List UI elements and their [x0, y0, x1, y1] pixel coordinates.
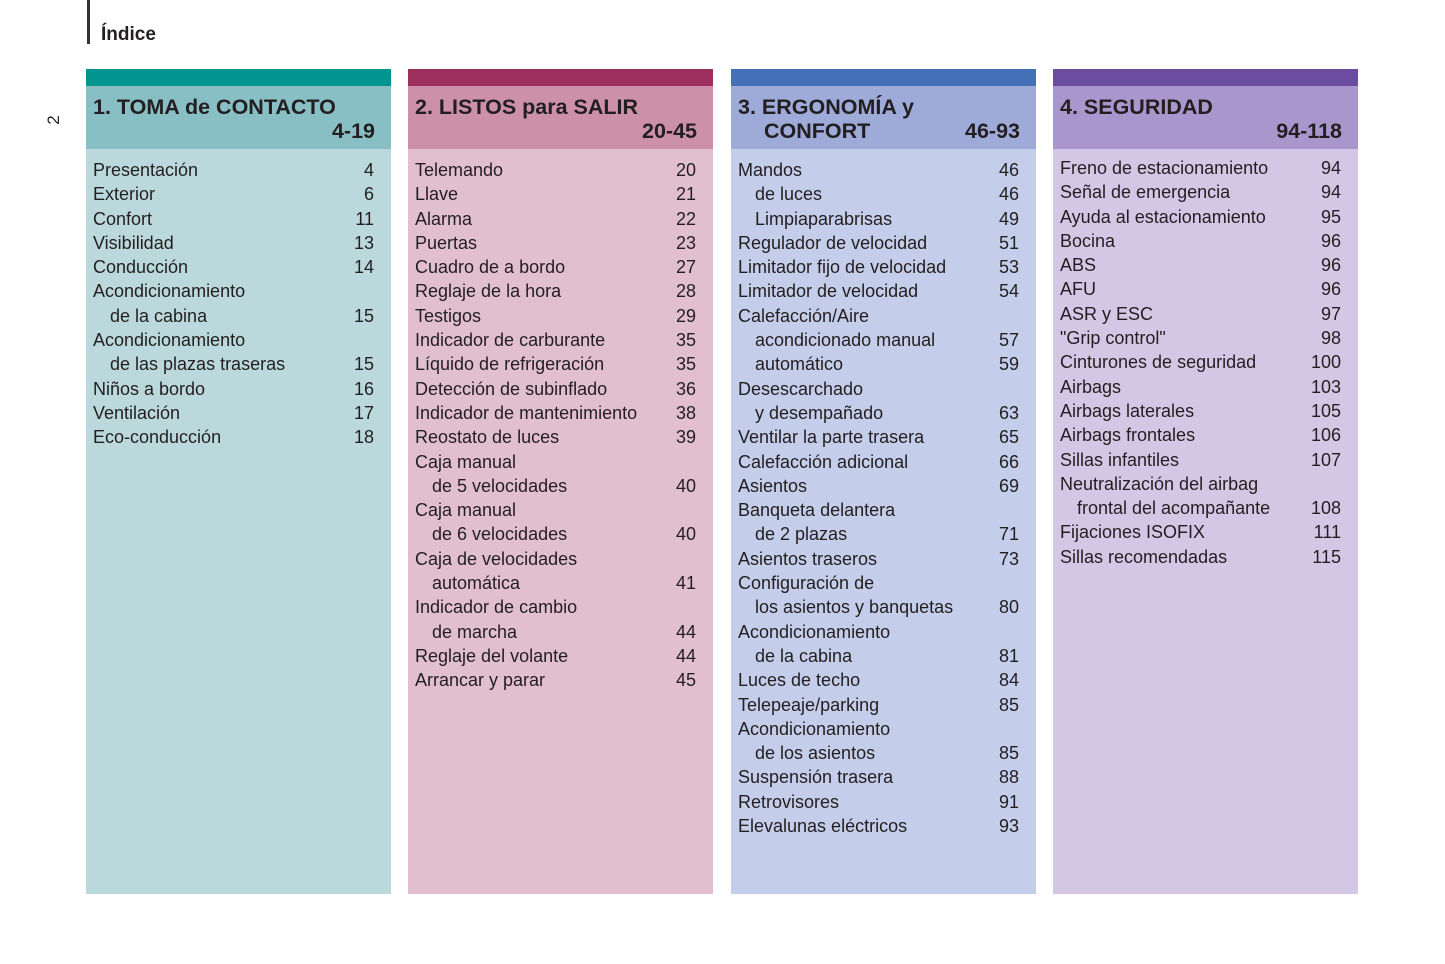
index-entry[interactable] — [1053, 302, 1358, 326]
index-entry-page: 95 — [1320, 206, 1341, 227]
index-entry[interactable] — [408, 255, 713, 279]
index-entry-label: Alarma — [415, 208, 473, 229]
index-entry[interactable] — [731, 474, 1036, 498]
section-entry-list — [731, 149, 1036, 838]
index-entry-page: 108 — [1310, 498, 1341, 519]
index-entry-label: Sillas recomendadas — [1060, 546, 1228, 567]
index-entry-label: de los asientos — [755, 743, 876, 764]
section-header — [1053, 86, 1358, 149]
index-entry-page: 103 — [1310, 376, 1341, 397]
index-entry-label: Telemando — [415, 160, 504, 180]
index-entry[interactable] — [1053, 423, 1358, 447]
index-entry-page: 93 — [998, 816, 1019, 837]
index-entry-label: Reostato de luces — [415, 427, 560, 448]
index-entry-label: "Grip control" — [1060, 328, 1166, 349]
index-entry-label: Exterior — [93, 184, 156, 205]
index-entry[interactable] — [408, 231, 713, 255]
index-entry-page: 44 — [675, 645, 696, 666]
index-entry[interactable] — [408, 620, 713, 644]
index-entry-label: Visibilidad — [93, 232, 174, 253]
section-title: 2. LISTOS para SALIR — [415, 95, 639, 119]
index-entry[interactable] — [408, 595, 713, 619]
section-header — [86, 86, 391, 149]
index-entry-label: Caja manual — [415, 500, 517, 521]
section-page-range: 20-45 — [642, 119, 697, 143]
section-title: 3. ERGONOMÍA y — [738, 95, 915, 119]
index-entry-page: 85 — [998, 694, 1019, 715]
index-entry-page: 22 — [675, 208, 696, 229]
index-entry-label: Testigos — [415, 305, 482, 326]
index-entry-label: Señal de emergencia — [1060, 182, 1231, 203]
index-entry[interactable] — [731, 547, 1036, 571]
index-entry-page: 115 — [1312, 546, 1341, 567]
index-entry-label: Acondicionamiento — [93, 281, 246, 302]
index-entry-label: Freno de estacionamiento — [1060, 158, 1269, 178]
index-entry[interactable] — [86, 401, 391, 425]
index-entry[interactable] — [86, 377, 391, 401]
index-entry-label: Reglaje de la hora — [415, 281, 562, 302]
index-entry[interactable] — [86, 158, 391, 182]
index-entry[interactable] — [408, 328, 713, 352]
index-entry[interactable] — [408, 571, 713, 595]
section-entry-list — [408, 149, 713, 693]
index-entry-page: 20 — [675, 160, 696, 180]
index-entry[interactable] — [1053, 496, 1358, 520]
index-entry-page: 40 — [675, 524, 696, 545]
index-entry-label: de luces — [755, 184, 823, 205]
index-entry-label: Llave — [415, 184, 459, 205]
index-entry[interactable] — [731, 571, 1036, 595]
index-entry[interactable] — [408, 207, 713, 231]
index-entry-page: 59 — [998, 354, 1019, 375]
index-entry-label: Reglaje del volante — [415, 645, 569, 666]
section-title: 4. SEGURIDAD — [1060, 95, 1213, 119]
index-entry-label: Presentación — [93, 160, 199, 180]
index-entry-label: Configuración de — [738, 573, 875, 594]
index-entry[interactable] — [86, 304, 391, 328]
index-entry[interactable] — [731, 450, 1036, 474]
index-entry[interactable] — [731, 158, 1036, 182]
index-entry[interactable] — [1053, 472, 1358, 496]
index-entry-label: Acondicionamiento — [738, 718, 891, 739]
index-entry-page: 94 — [1320, 158, 1341, 178]
index-entry-page: 35 — [675, 354, 696, 375]
index-entry[interactable] — [408, 547, 713, 571]
index-entry-label: y desempañado — [755, 402, 884, 423]
index-entry-page: 29 — [675, 305, 696, 326]
index-entry-label: ASR y ESC — [1060, 303, 1154, 324]
index-entry[interactable] — [86, 328, 391, 352]
index-entry-label: de 5 velocidades — [432, 475, 568, 496]
section-color-bar — [731, 69, 1036, 86]
index-entry-page: 18 — [353, 427, 374, 448]
index-entry-page: 27 — [675, 257, 696, 278]
index-entry-page: 81 — [998, 645, 1019, 666]
index-entry[interactable] — [408, 279, 713, 303]
index-entry[interactable] — [408, 522, 713, 546]
section-color-bar — [1053, 69, 1358, 86]
index-entry[interactable] — [731, 425, 1036, 449]
section-color-bar — [408, 69, 713, 86]
index-entry[interactable] — [1053, 277, 1358, 301]
section-page-range: 4-19 — [331, 119, 375, 143]
section-seguridad — [1053, 69, 1358, 894]
index-entry[interactable] — [408, 352, 713, 376]
index-entry[interactable] — [731, 182, 1036, 206]
index-entry[interactable] — [731, 401, 1036, 425]
index-entry[interactable] — [1053, 205, 1358, 229]
index-entry-label: de marcha — [432, 621, 518, 642]
index-entry-label: Puertas — [415, 232, 478, 253]
index-entry-label: Arrancar y parar — [415, 670, 546, 691]
index-entry-page: 105 — [1310, 400, 1341, 421]
index-entry-label: de la cabina — [110, 305, 208, 326]
index-entry-label: Acondicionamiento — [738, 621, 891, 642]
index-entry-label: Telepeaje/parking — [738, 694, 880, 715]
section-page-range: 94-118 — [1276, 119, 1342, 143]
header-rule — [87, 0, 90, 44]
index-entry-page: 88 — [998, 767, 1019, 788]
index-entry-label: Airbags laterales — [1060, 400, 1195, 421]
index-entry[interactable] — [408, 425, 713, 449]
index-entry[interactable] — [86, 231, 391, 255]
index-entry-label: los asientos y banquetas — [755, 597, 954, 618]
index-entry[interactable] — [408, 474, 713, 498]
index-entry-label: Cinturones de seguridad — [1060, 352, 1257, 373]
index-entry-label: Caja de velocidades — [415, 548, 578, 569]
index-entry[interactable] — [86, 352, 391, 376]
index-entry-page: 107 — [1310, 449, 1341, 470]
index-entry[interactable] — [731, 595, 1036, 619]
index-entry-page: 91 — [998, 791, 1019, 812]
index-entry[interactable] — [731, 644, 1036, 668]
section-title: 1. TOMA de CONTACTO — [93, 95, 336, 119]
section-header — [731, 86, 1036, 149]
index-entry-page: 53 — [998, 257, 1019, 278]
index-entry[interactable] — [731, 620, 1036, 644]
section-page-range: 46-93 — [965, 119, 1020, 143]
index-entry-page: 85 — [998, 743, 1019, 764]
index-entry-label: Desescarchado — [738, 378, 864, 399]
index-entry-label: automática — [432, 573, 521, 594]
index-entry[interactable] — [731, 328, 1036, 352]
index-entry-label: ABS — [1060, 255, 1097, 276]
index-entry-page: 57 — [998, 330, 1019, 351]
index-entry[interactable] — [731, 377, 1036, 401]
index-entry-label: Fijaciones ISOFIX — [1060, 522, 1206, 543]
index-entry[interactable] — [408, 644, 713, 668]
index-entry[interactable] — [1053, 326, 1358, 350]
index-entry[interactable] — [1053, 448, 1358, 472]
index-entry-page: 13 — [353, 232, 374, 253]
index-entry-label: Ventilación — [93, 402, 181, 423]
index-entry-label: Ayuda al estacionamiento — [1060, 206, 1266, 227]
index-entry[interactable] — [731, 765, 1036, 789]
index-entry[interactable] — [731, 741, 1036, 765]
index-entry[interactable] — [1053, 520, 1358, 544]
page-title: Índice — [101, 24, 156, 45]
index-entry-page: 96 — [1320, 255, 1341, 276]
index-entry-label: de 2 plazas — [755, 524, 848, 545]
index-entry[interactable] — [86, 255, 391, 279]
index-entry-page: 73 — [998, 548, 1019, 569]
index-entry-label: Eco-conducción — [93, 427, 222, 448]
index-entry[interactable] — [731, 352, 1036, 376]
index-entry-label: de las plazas traseras — [110, 354, 286, 375]
index-entry[interactable] — [1053, 375, 1358, 399]
index-entry-label: Limitador de velocidad — [738, 281, 919, 302]
index-entry-label: Sillas infantiles — [1060, 449, 1180, 470]
index-entry[interactable] — [408, 304, 713, 328]
index-entry-label: Bocina — [1060, 230, 1116, 251]
index-entry-label: acondicionado manual — [755, 330, 936, 351]
index-entry-page: 100 — [1310, 352, 1341, 373]
index-entry-label: Caja manual — [415, 451, 517, 472]
index-entry-label: AFU — [1060, 279, 1096, 300]
index-entry[interactable] — [731, 207, 1036, 231]
index-entry[interactable] — [731, 717, 1036, 741]
index-entry-page: 16 — [353, 378, 374, 399]
index-entry[interactable] — [1053, 229, 1358, 253]
index-entry[interactable] — [731, 231, 1036, 255]
section-header — [408, 86, 713, 149]
index-entry[interactable] — [408, 450, 713, 474]
index-entry-page: 35 — [675, 330, 696, 351]
index-entry-page: 40 — [675, 475, 696, 496]
index-entry-page: 44 — [675, 621, 696, 642]
index-entry[interactable] — [1053, 545, 1358, 569]
index-entry[interactable] — [731, 255, 1036, 279]
index-entry-page: 49 — [998, 208, 1019, 229]
index-entry[interactable] — [731, 693, 1036, 717]
section-entry-list — [86, 149, 391, 450]
index-entry-page: 96 — [1320, 279, 1341, 300]
index-entry[interactable] — [1053, 156, 1358, 180]
section-ergonomia-y-confort — [731, 69, 1036, 894]
section-entry-list — [1053, 149, 1358, 569]
index-entry[interactable] — [408, 158, 713, 182]
index-entry-label: Indicador de cambio — [415, 597, 578, 618]
index-entry-page: 11 — [355, 208, 374, 229]
index-entry-page: 28 — [675, 281, 696, 302]
index-entry[interactable] — [731, 790, 1036, 814]
index-entry-page: 84 — [998, 670, 1019, 691]
index-entry-label: Líquido de refrigeración — [415, 354, 605, 375]
index-entry-page: 51 — [998, 232, 1019, 253]
index-entry-label: Indicador de carburante — [415, 330, 606, 351]
index-entry-page: 38 — [675, 402, 696, 423]
index-entry-page: 6 — [363, 184, 374, 205]
index-entry-label: Conducción — [93, 257, 189, 278]
index-entry-label: Niños a bordo — [93, 378, 206, 399]
index-entry-page: 111 — [1313, 522, 1341, 543]
index-entry-page: 36 — [675, 378, 696, 399]
index-entry-page: 71 — [998, 524, 1019, 545]
index-entry[interactable] — [408, 498, 713, 522]
index-entry-label: Limitador fijo de velocidad — [738, 257, 947, 278]
index-entry-page: 21 — [675, 184, 696, 205]
index-entry-label: Retrovisores — [738, 791, 840, 812]
index-entry[interactable] — [1053, 350, 1358, 374]
section-listos-para-salir — [408, 69, 713, 894]
index-entry[interactable] — [86, 425, 391, 449]
section-title-line2: CONFORT — [764, 119, 871, 143]
index-entry-label: Calefacción/Aire — [738, 305, 870, 326]
index-entry-label: Acondicionamiento — [93, 330, 246, 351]
section-toma-de-contacto — [86, 69, 391, 894]
index-entry-label: Elevalunas eléctricos — [738, 816, 908, 837]
index-entry-page: 15 — [353, 354, 374, 375]
index-entry-page: 96 — [1320, 230, 1341, 251]
index-entry[interactable] — [731, 522, 1036, 546]
index-entry[interactable] — [731, 814, 1036, 838]
index-entry-page: 23 — [675, 232, 696, 253]
index-entry-label: Asientos traseros — [738, 548, 878, 569]
index-entry[interactable] — [86, 207, 391, 231]
index-entry-page: 66 — [998, 451, 1019, 472]
index-entry-label: Detección de subinflado — [415, 378, 608, 399]
index-entry[interactable] — [408, 401, 713, 425]
index-entry-label: Limpiaparabrisas — [755, 208, 893, 229]
index-entry[interactable] — [1053, 180, 1358, 204]
index-entry-page: 80 — [998, 597, 1019, 618]
index-entry[interactable] — [731, 498, 1036, 522]
index-entry-page: 14 — [353, 257, 374, 278]
index-entry[interactable] — [408, 377, 713, 401]
index-entry[interactable] — [408, 182, 713, 206]
index-entry-label: Cuadro de a bordo — [415, 257, 566, 278]
index-entry-label: Mandos — [738, 160, 803, 180]
index-entry-page: 15 — [353, 305, 374, 326]
index-entry-label: Airbags frontales — [1060, 425, 1196, 446]
index-entry-page: 97 — [1320, 303, 1341, 324]
index-entry[interactable] — [731, 279, 1036, 303]
index-entry-page: 94 — [1320, 182, 1341, 203]
index-entry-label: Regulador de velocidad — [738, 232, 928, 253]
index-entry-label: de la cabina — [755, 645, 853, 666]
index-entry-label: frontal del acompañante — [1077, 498, 1271, 519]
index-entry-page: 106 — [1310, 425, 1341, 446]
index-entry-page: 17 — [353, 402, 374, 423]
index-entry-label: Neutralización del airbag — [1060, 473, 1259, 494]
index-entry[interactable] — [1053, 253, 1358, 277]
index-entry[interactable] — [408, 668, 713, 692]
index-entry-page: 41 — [675, 573, 696, 594]
index-entry-label: automático — [755, 354, 844, 375]
index-entry[interactable] — [86, 182, 391, 206]
index-entry-label: Luces de techo — [738, 670, 861, 691]
index-entry[interactable] — [731, 668, 1036, 692]
index-entry-page: 63 — [998, 402, 1019, 423]
index-entry[interactable] — [731, 304, 1036, 328]
index-entry-label: Ventilar la parte trasera — [738, 427, 925, 448]
index-entry-page: 45 — [675, 670, 696, 691]
index-entry-label: Indicador de mantenimiento — [415, 402, 638, 423]
index-entry-page: 65 — [998, 427, 1019, 448]
index-entry-page: 39 — [675, 427, 696, 448]
index-entry-label: Asientos — [738, 475, 808, 496]
index-entry-page: 54 — [998, 281, 1019, 302]
index-entry-page: 4 — [363, 160, 374, 180]
index-entry-label: Suspensión trasera — [738, 767, 894, 788]
index-entry-page: 98 — [1320, 328, 1341, 349]
index-entry-label: Banqueta delantera — [738, 500, 896, 521]
index-entry[interactable] — [86, 279, 391, 303]
index-entry-page: 46 — [998, 184, 1019, 205]
index-entry-label: Confort — [93, 208, 153, 229]
page-number: 2 — [44, 115, 63, 125]
index-entry-label: Calefacción adicional — [738, 451, 909, 472]
section-color-bar — [86, 69, 391, 86]
index-entry-label: Airbags — [1060, 376, 1122, 397]
index-entry-page: 69 — [998, 475, 1019, 496]
index-entry-page: 46 — [998, 160, 1019, 180]
index-entry[interactable] — [1053, 399, 1358, 423]
index-entry-label: de 6 velocidades — [432, 524, 568, 545]
